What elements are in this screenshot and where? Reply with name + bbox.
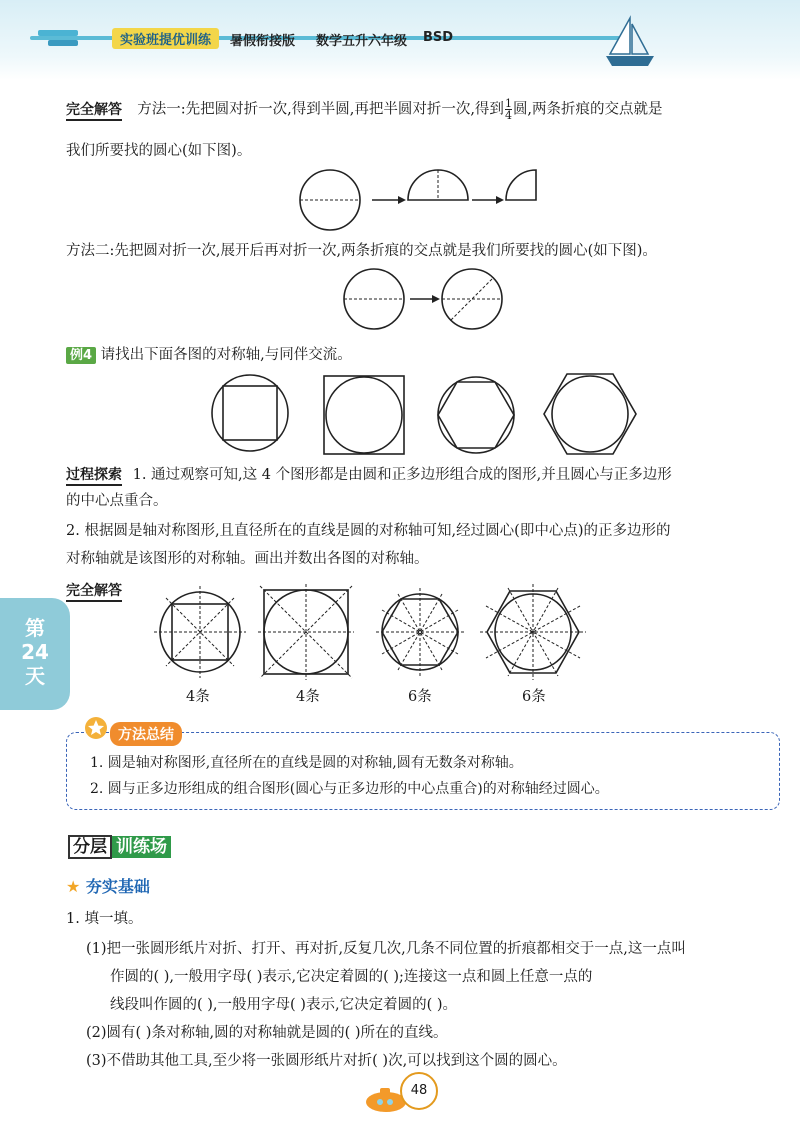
method1-figure — [296, 166, 556, 234]
q1-heading: 1. 填一填。 — [66, 911, 143, 927]
answer-count-4: 6条 — [522, 689, 546, 705]
answer-figure-4 — [480, 584, 586, 680]
method1-line1 — [66, 98, 663, 121]
grade-label: 数学五升六年级 — [316, 34, 408, 49]
q1-3-line: (3)不借助其他工具,至少将一张圆形纸片对折( )次,可以找到这个圆的圆心。 — [86, 1053, 567, 1069]
day-tab-line2: 24 — [21, 640, 49, 664]
method1-line2: 我们所要找的圆心(如下图)。 — [66, 143, 252, 159]
explore-label: 过程探索 — [66, 467, 122, 486]
publisher-label: BSD — [423, 30, 454, 45]
answer-figures — [150, 582, 590, 682]
header-logo-icon — [38, 24, 108, 54]
q1-2-line: (2)圆有( )条对称轴,圆的对称轴就是圆的( )所在的直线。 — [86, 1025, 448, 1041]
example4-figures — [208, 372, 638, 456]
day-side-tab — [0, 598, 70, 710]
star-icon: ★ — [66, 877, 81, 896]
answer-figure-1 — [154, 586, 246, 678]
answer-count-2: 4条 — [296, 689, 320, 705]
circle-with-inscribed-hexagon — [438, 377, 514, 453]
training-subtitle: 夯实基础 — [85, 877, 150, 896]
fraction-numerator: 1 — [504, 97, 512, 110]
method-summary-item2: 2. 圆与正多边形组成的组合图形(圆心与正多边形的中心点重合)的对称轴经过圆心。 — [90, 781, 609, 797]
method-summary-title: 方法总结 — [110, 722, 182, 746]
quarter-circle — [506, 170, 536, 200]
method1-text-a: 方法一:先把圆对折一次,得到半圆,再把半圆对折一次,得到 — [137, 101, 504, 118]
answer-figure-2 — [258, 584, 354, 680]
explore-line1 — [66, 464, 672, 486]
star-badge-icon — [84, 716, 108, 740]
answer-count-3: 6条 — [408, 689, 432, 705]
answer-label: 完全解答 — [66, 583, 122, 602]
method1-text-b: 圆,两条折痕的交点就是 — [512, 101, 663, 118]
q1-1-line-b: 作圆的( ),一般用字母( )表示,它决定着圆的( );连接这一点和圆上任意一点的 — [110, 969, 593, 985]
answer-label-wrap — [66, 580, 122, 600]
explore-p2b: 对称轴就是该图形的对称轴。画出并数出各图的对称轴。 — [66, 551, 429, 567]
explore-p1a: 1. 通过观察可知,这 4 个图形都是由圆和正多边形组合成的图形,并且圆心与正多边形 — [132, 467, 672, 483]
example4-badge: 例4 — [66, 347, 96, 364]
subtitle-wrap — [66, 874, 150, 897]
training-title-b: 训练场 — [112, 836, 171, 858]
q1-1-line-c: 线段叫作圆的( ),一般用字母( )表示,它决定着圆的( )。 — [110, 997, 457, 1013]
series-badge: 实验班提优训练 — [112, 28, 219, 49]
training-title — [68, 832, 171, 857]
sailboat-icon — [600, 14, 660, 70]
answer-count-1: 4条 — [186, 689, 210, 705]
example4-prompt: 请找出下面各图的对称轴,与同伴交流。 — [100, 347, 352, 363]
circle-with-inscribed-square — [212, 375, 288, 451]
page-number: 48 — [400, 1072, 438, 1110]
fraction-denominator: 4 — [504, 109, 512, 122]
day-tab-line1: 第 — [25, 616, 45, 640]
day-tab-line3: 天 — [25, 664, 45, 688]
q1-1-line-a: (1)把一张圆形纸片对折、打开、再对折,反复几次,几条不同位置的折痕都相交于一点,这一点叫 — [86, 941, 686, 957]
answer-figure-3 — [376, 588, 464, 676]
explore-p2a: 2. 根据圆是轴对称图形,且直径所在的直线是圆的对称轴可知,经过圆心(即中心点)的正多边形的 — [66, 523, 671, 539]
method-summary-item1: 1. 圆是轴对称图形,直径所在的直线是圆的对称轴,圆有无数条对称轴。 — [90, 755, 523, 771]
fraction — [505, 98, 512, 121]
full-answer-label: 完全解答 — [66, 102, 122, 121]
example4-line — [66, 344, 352, 367]
square-with-inscribed-circle — [324, 376, 404, 454]
hexagon-with-inscribed-circle — [544, 374, 636, 454]
training-title-a: 分层 — [68, 835, 112, 859]
edition-label: 暑假衔接版 — [230, 34, 296, 49]
method2-figure — [340, 266, 506, 332]
explore-p1b: 的中心点重合。 — [66, 493, 168, 509]
method2-line: 方法二:先把圆对折一次,展开后再对折一次,两条折痕的交点就是我们所要找的圆心(如下图)。 — [66, 243, 657, 259]
